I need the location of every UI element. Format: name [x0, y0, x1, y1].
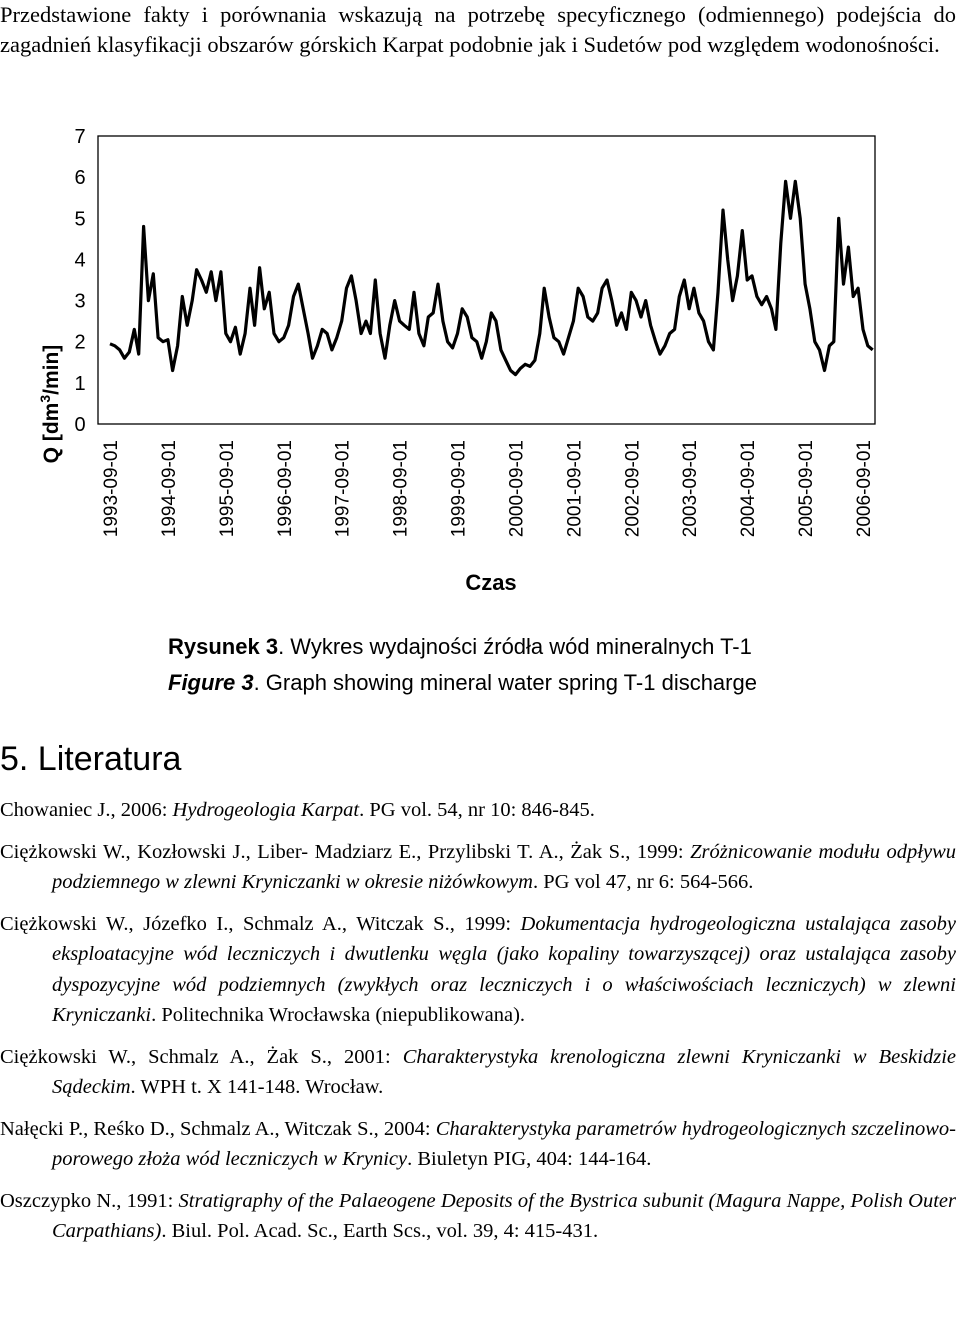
reference-title: Zróżnicowanie modułu odpływu podziemnego w zlewni Kryniczanki w okresie niżówkowym [52, 840, 956, 893]
x-axis-label: Czas [465, 570, 517, 595]
x-tick-label: 1999-09-01 [448, 440, 470, 538]
reference-source: . Biuletyn PIG, 404: 144-164. [407, 1148, 652, 1170]
reference-authors: Ciężkowski W., Józefko I., Schmalz A., Witczak S., 1999: [0, 912, 521, 935]
reference-source: . PG vol 47, nr 6: 564-566. [532, 871, 754, 893]
y-tick-label: 7 [74, 126, 86, 148]
figure-caption-pl [168, 634, 752, 660]
reference-source: . PG vol. 54, nr 10: 846-845. [359, 799, 595, 821]
y-tick-label: 3 [74, 290, 86, 313]
x-tick-label: 1996-09-01 [274, 440, 296, 538]
caption-en-text: . Graph showing mineral water spring T-1 discharge [253, 670, 757, 695]
x-tick-label: 2002-09-01 [622, 440, 644, 538]
reference-source: . WPH t. X 141-148. Wrocław. [130, 1076, 384, 1098]
x-tick-label: 1994-09-01 [158, 440, 180, 538]
y-tick-label: 4 [74, 249, 86, 272]
reference-item [0, 837, 956, 898]
x-tick-label: 2006-09-01 [854, 440, 875, 538]
section-title: 5. Literatura [0, 740, 182, 778]
reference-authors: Ciężkowski W., Kozłowski J., Liber- Madziarz E., Przylibski T. A., Żak S., 1999: [0, 840, 691, 863]
reference-authors: Chowaniec J., 2006: [0, 799, 173, 821]
reference-authors: Oszczypko N., 1991: [0, 1189, 179, 1212]
reference-item [0, 1186, 956, 1247]
reference-title: Dokumentacja hydrogeologiczna ustalająca zasoby eksploatacyjne wód leczniczych i dwutlenku węgla (jako kopaliny towarzyszącej) oraz ustalająca zasoby dyspozycyjne wód podziemnych (zwykłych oraz leczniczych i o właściwościach leczniczych) w zlewni Kryniczanki [52, 912, 956, 1026]
y-axis-label: Q $[dm^3/\min]$ [37, 344, 63, 464]
reference-title: Stratigraphy of the Palaeogene Deposits of the Bystrica subunit (Magura Nappe, Polish Outer Carpathians) [52, 1189, 956, 1242]
x-tick-label: 2000-09-01 [506, 440, 528, 538]
reference-list [0, 795, 956, 1258]
y-tick-label: 5 [74, 208, 86, 231]
reference-authors: Ciężkowski W., Schmalz A., Żak S., 2001: [0, 1045, 403, 1068]
reference-item [0, 1042, 956, 1103]
reference-item [0, 1114, 956, 1175]
y-tick-label: 1 [74, 372, 86, 395]
reference-title: Charakterystyka krenologiczna zlewni Kryniczanki w Beskidzie Sądeckim [52, 1045, 957, 1098]
discharge-series-line [110, 181, 873, 374]
reference-source: . Biul. Pol. Acad. Sc., Earth Scs., vol. 39, 4: 415-431. [161, 1220, 599, 1242]
x-tick-label: 1998-09-01 [390, 440, 412, 538]
caption-pl-label: Rysunek 3 [168, 634, 279, 659]
x-tick-label: 1995-09-01 [216, 440, 238, 538]
intro-paragraph: Przedstawione fakty i porównania wskazują na potrzebę specyficznego (odmiennego) podejścia do zagadnień klasyfikacji obszarów górskich Karpat podobnie jak i Sudetów pod względem wodonośności. [0, 2, 956, 57]
discharge-chart [0, 118, 960, 598]
reference-item [0, 909, 956, 1031]
x-tick-label: 2003-09-01 [680, 440, 702, 538]
caption-en-label: Figure 3 [168, 670, 254, 695]
x-tick-label: 1993-09-01 [101, 440, 122, 538]
reference-authors: Nałęcki P., Reśko D., Schmalz A., Witczak S., 2004: [0, 1117, 436, 1140]
reference-title: Hydrogeologia Karpat [172, 799, 360, 821]
x-tick-label: 1997-09-01 [332, 440, 354, 538]
x-tick-label: 2001-09-01 [564, 440, 586, 538]
reference-item [0, 795, 956, 826]
x-tick-label: 2004-09-01 [738, 440, 760, 538]
y-tick-label: 0 [74, 414, 86, 436]
figure-caption-en [168, 670, 757, 696]
caption-pl-text: . Wykres wydajności źródła wód mineralnych T-1 [278, 634, 752, 659]
reference-source: . Politechnika Wrocławska (niepublikowana). [151, 1004, 526, 1026]
x-tick-label: 2005-09-01 [796, 440, 818, 538]
y-tick-label: 2 [74, 331, 86, 354]
reference-title: Charakterystyka parametrów hydrogeologicznych szczelinowo-porowego złoża wód leczniczych w Krynicy [52, 1117, 956, 1170]
y-tick-label: 6 [74, 167, 86, 190]
plot-frame [98, 136, 875, 424]
